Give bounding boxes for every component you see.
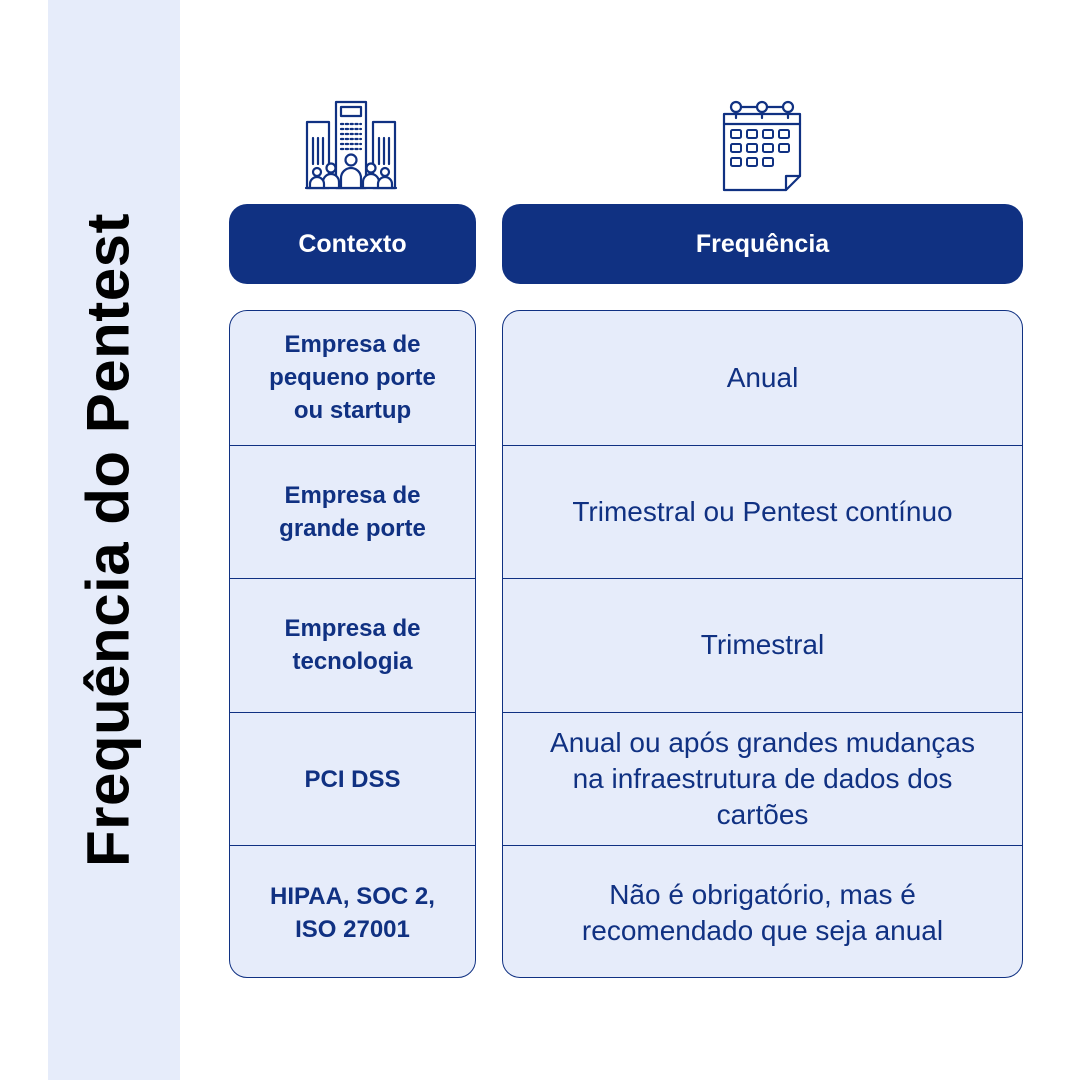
context-cell bbox=[230, 445, 475, 579]
context-text: Empresa de pequeno porte ou startup bbox=[269, 331, 436, 425]
frequency-text: Não é obrigatório, mas é recomendado que seja anual bbox=[581, 878, 944, 946]
frequency-text: Trimestral bbox=[700, 629, 825, 661]
header-context-label: Contexto bbox=[298, 229, 407, 258]
context-cell bbox=[230, 712, 475, 846]
frequency-cell bbox=[503, 578, 1022, 712]
context-column bbox=[229, 310, 476, 978]
frequency-column bbox=[502, 310, 1023, 978]
context-text: Empresa de grande porte bbox=[279, 481, 426, 542]
calendar-icon bbox=[720, 98, 804, 192]
frequency-cell bbox=[503, 311, 1022, 445]
frequency-cell bbox=[503, 445, 1022, 579]
header-context bbox=[229, 204, 476, 284]
frequency-cell bbox=[503, 845, 1022, 978]
page-title: Frequência do Pentest bbox=[74, 213, 142, 867]
header-frequency-label: Frequência bbox=[695, 229, 830, 258]
context-cell bbox=[230, 845, 475, 978]
frequency-text: Trimestral ou Pentest contínuo bbox=[572, 495, 953, 527]
header-frequency bbox=[502, 204, 1023, 284]
context-text: PCI DSS bbox=[304, 765, 401, 793]
context-cell bbox=[230, 311, 475, 445]
office-building-icon bbox=[304, 98, 398, 192]
frequency-text: Anual bbox=[726, 361, 799, 393]
frequency-cell bbox=[503, 712, 1022, 846]
context-text: HIPAA, SOC 2, ISO 27001 bbox=[270, 882, 435, 943]
context-cell bbox=[230, 578, 475, 712]
frequency-text: Anual ou após grandes mudanças na infraestrutura de dados dos cartões bbox=[550, 727, 975, 831]
context-text: Empresa de tecnologia bbox=[284, 615, 421, 676]
